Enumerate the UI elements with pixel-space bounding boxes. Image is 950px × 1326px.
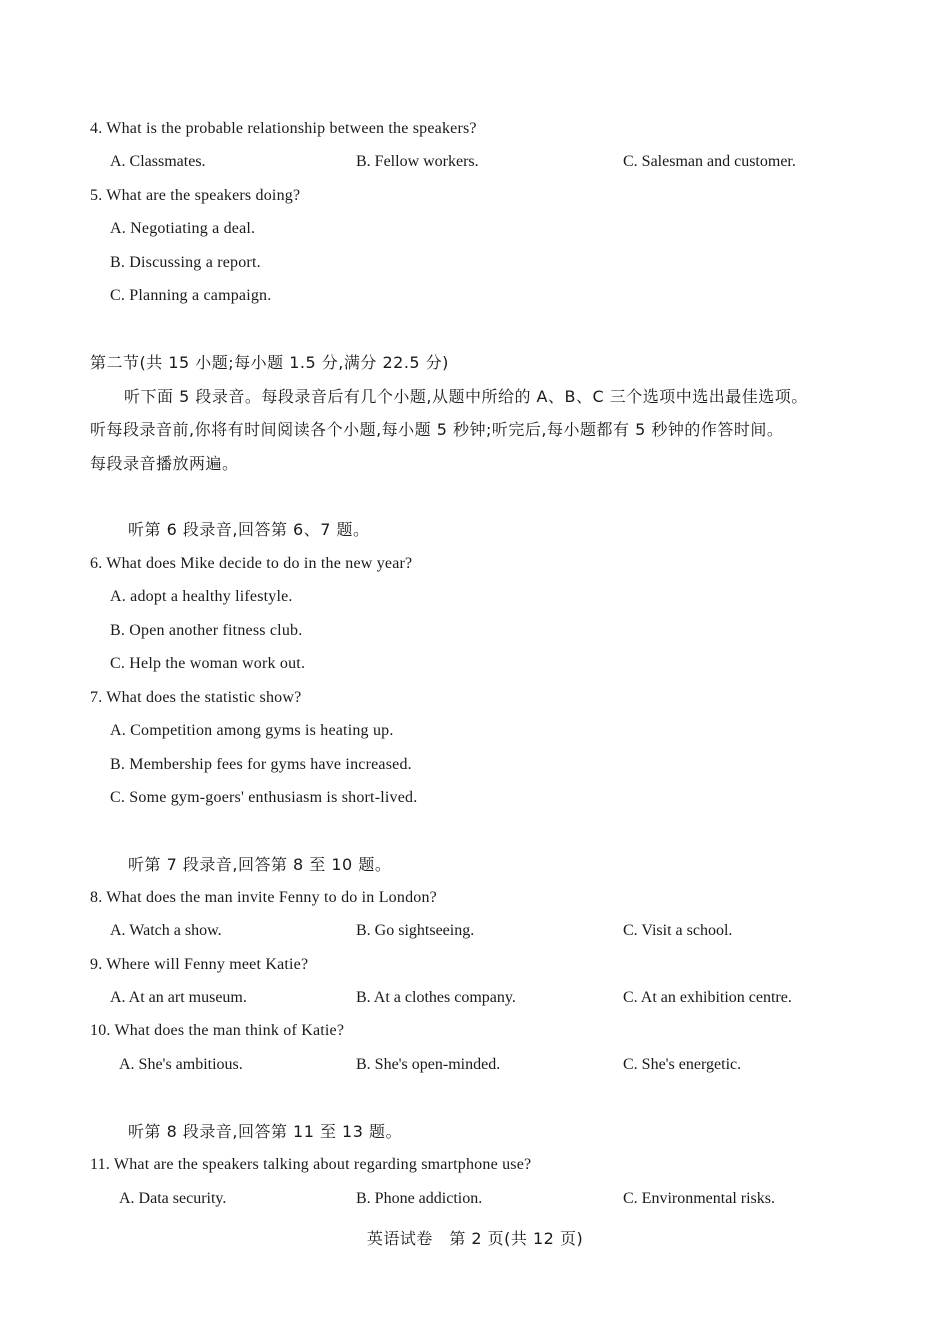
question-5-option-c: C. Planning a campaign.: [110, 287, 272, 304]
question-9-option-b: B. At a clothes company.: [356, 989, 516, 1006]
question-6-stem: 6. What does Mike decide to do in the new year?: [90, 555, 413, 572]
question-11-option-a: A. Data security.: [119, 1190, 227, 1207]
question-11-stem: 11. What are the speakers talking about regarding smartphone use?: [90, 1156, 532, 1173]
question-4-option-c: C. Salesman and customer.: [623, 153, 796, 170]
question-8-option-c: C. Visit a school.: [623, 922, 733, 939]
question-9-option-c: C. At an exhibition centre.: [623, 989, 792, 1006]
segment-7-label: 听第 7 段录音,回答第 8 至 10 题。: [128, 855, 392, 874]
question-9-option-a: A. At an art museum.: [110, 989, 247, 1006]
section-2-instruction-line-1: 听下面 5 段录音。每段录音后有几个小题,从题中所给的 A、B、C 三个选项中选出最佳选项。: [124, 387, 808, 406]
question-7-stem: 7. What does the statistic show?: [90, 689, 302, 706]
page-footer: 英语试卷 第 2 页(共 12 页): [366, 1229, 584, 1248]
segment-6-label: 听第 6 段录音,回答第 6、7 题。: [128, 520, 370, 539]
question-7-option-a: A. Competition among gyms is heating up.: [110, 722, 394, 739]
segment-8-label: 听第 8 段录音,回答第 11 至 13 题。: [128, 1122, 403, 1141]
question-8-option-b: B. Go sightseeing.: [356, 922, 475, 939]
question-8-option-a: A. Watch a show.: [110, 922, 222, 939]
question-10-option-b: B. She's open-minded.: [356, 1056, 501, 1073]
question-6-option-a: A. adopt a healthy lifestyle.: [110, 588, 293, 605]
question-11-option-c: C. Environmental risks.: [623, 1190, 775, 1207]
question-10-stem: 10. What does the man think of Katie?: [90, 1022, 345, 1039]
question-9-stem: 9. Where will Fenny meet Katie?: [90, 956, 309, 973]
question-4-option-b: B. Fellow workers.: [356, 153, 479, 170]
section-2-instruction-line-2: 听每段录音前,你将有时间阅读各个小题,每小题 5 秒钟;听完后,每小题都有 5 秒钟的作答时间。: [90, 420, 784, 439]
question-7-option-b: B. Membership fees for gyms have increased.: [110, 756, 412, 773]
question-10-option-c: C. She's energetic.: [623, 1056, 742, 1073]
question-4-option-a: A. Classmates.: [110, 153, 206, 170]
question-6-option-b: B. Open another fitness club.: [110, 622, 303, 639]
section-2-heading: 第二节(共 15 小题;每小题 1.5 分,满分 22.5 分): [90, 353, 449, 372]
question-7-option-c: C. Some gym-goers' enthusiasm is short-lived.: [110, 789, 418, 806]
question-6-option-c: C. Help the woman work out.: [110, 655, 306, 672]
question-8-stem: 8. What does the man invite Fenny to do in London?: [90, 889, 437, 906]
question-11-option-b: B. Phone addiction.: [356, 1190, 483, 1207]
question-5-option-b: B. Discussing a report.: [110, 254, 261, 271]
question-5-stem: 5. What are the speakers doing?: [90, 187, 301, 204]
question-10-option-a: A. She's ambitious.: [119, 1056, 243, 1073]
section-2-instruction-line-3: 每段录音播放两遍。: [90, 454, 239, 473]
question-4-stem: 4. What is the probable relationship between the speakers?: [90, 120, 477, 137]
question-5-option-a: A. Negotiating a deal.: [110, 220, 256, 237]
